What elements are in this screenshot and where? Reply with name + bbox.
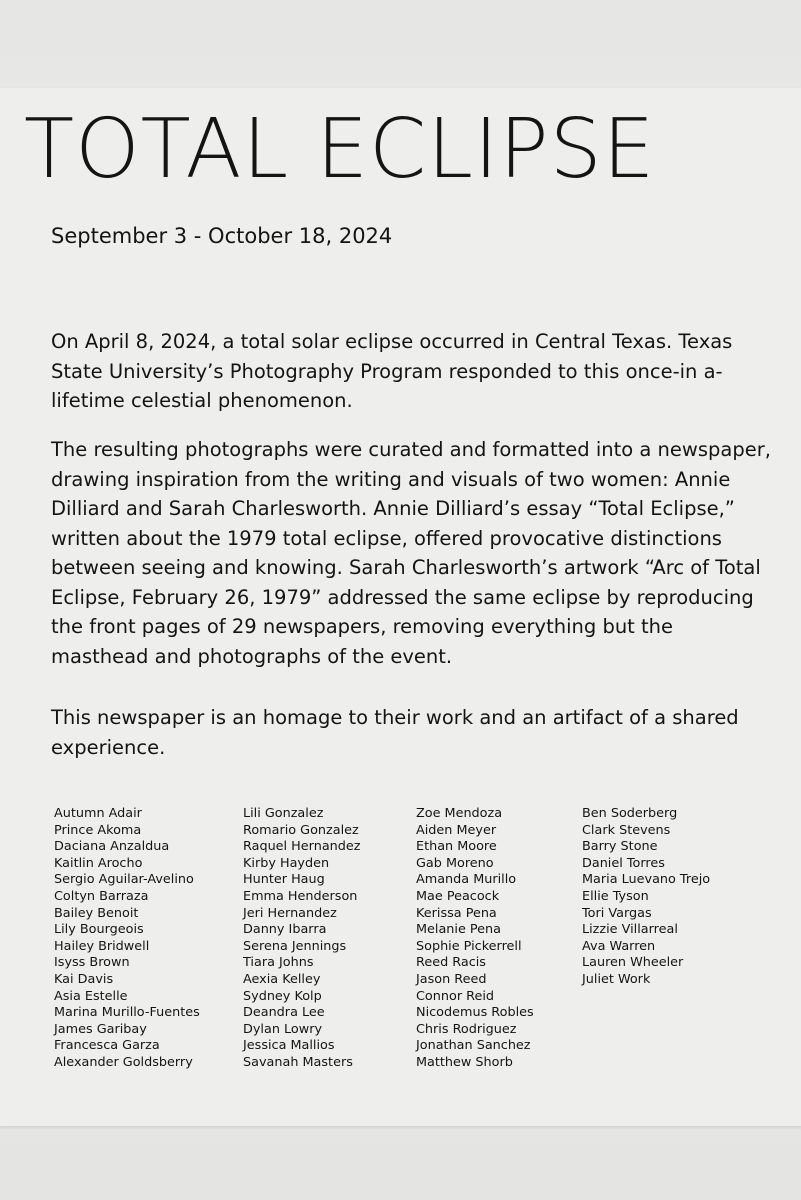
participant-name: Tori Vargas xyxy=(582,905,652,921)
participant-name: Mae Peacock xyxy=(416,888,500,904)
participant-list-col-2 xyxy=(243,806,361,1072)
participant-name: Bailey Benoit xyxy=(54,905,139,921)
participant-name: Serena Jennings xyxy=(243,938,347,954)
participant-name: Zoe Mendoza xyxy=(416,806,503,821)
participant-name: Hunter Haug xyxy=(243,872,325,888)
participant-name: Lily Bourgeois xyxy=(54,922,144,938)
participant-name: Jonathan Sanchez xyxy=(416,1038,531,1054)
participant-list-col-1 xyxy=(54,806,200,1072)
participant-list-col-3 xyxy=(416,806,534,1072)
intro-paragraph: On April 8, 2024, a total solar eclipse occurred in Central Texas. Texas State University’s Photography Program responded to this once-in a-lifetime celestial phenomenon. xyxy=(51,330,733,412)
participant-name: Sydney Kolp xyxy=(243,988,322,1004)
participant-name: Savanah Masters xyxy=(243,1054,353,1070)
participant-name: Ben Soderberg xyxy=(582,806,678,821)
participant-name: Barry Stone xyxy=(582,839,658,855)
participant-name: Kerissa Pena xyxy=(416,905,497,921)
exhibition-dates: September 3 - October 18, 2024 xyxy=(51,224,393,248)
participant-name: Jessica Mallios xyxy=(243,1038,335,1054)
participant-name: Daniel Torres xyxy=(582,855,665,871)
participant-name: Deandra Lee xyxy=(243,1005,325,1021)
participant-name: Danny Ibarra xyxy=(243,922,327,938)
participant-name: James Garibay xyxy=(54,1021,147,1037)
participant-name: Lili Gonzalez xyxy=(243,806,324,821)
participant-name: Aiden Meyer xyxy=(416,822,497,838)
participant-name: Raquel Hernandez xyxy=(243,839,361,855)
participant-name: Lizzie Villarreal xyxy=(582,922,678,938)
participant-name: Aexia Kelley xyxy=(243,971,321,987)
participant-name: Maria Luevano Trejo xyxy=(582,872,711,888)
participant-name: Daciana Anzaldua xyxy=(54,839,170,855)
participant-name: Jeri Hernandez xyxy=(243,905,337,921)
participant-name: Sergio Aguilar-Avelino xyxy=(54,872,194,888)
participant-name: Coltyn Barraza xyxy=(54,888,149,904)
participant-name: Matthew Shorb xyxy=(416,1054,513,1070)
participant-name: Prince Akoma xyxy=(54,822,142,838)
participant-name: Romario Gonzalez xyxy=(243,822,359,838)
inspiration-paragraph: The resulting photographs were curated and formatted into a newspaper, drawing inspiration from the writing and visuals of two women: Annie Dilliard and Sarah Charlesworth. Annie Dilliard’s essay “Total Eclipse,” written about the 1979 total eclipse, offered provocative distinctions between seeing and knowing. Sarah Charlesworth’s artwork “Arc of Total Eclipse, February 26, 1979” addressed the same eclipse by reproducing the front pages of 29 newspapers, removing everything but the masthead and photographs of the event. xyxy=(51,438,771,668)
participant-name: Amanda Murillo xyxy=(416,872,517,888)
participant-name: Hailey Bridwell xyxy=(54,938,150,954)
participant-name: Juliet Work xyxy=(582,971,651,987)
participant-name: Clark Stevens xyxy=(582,822,671,838)
participant-name: Ellie Tyson xyxy=(582,888,649,904)
participant-name: Melanie Pena xyxy=(416,922,502,938)
participant-name: Dylan Lowry xyxy=(243,1021,323,1037)
homage-paragraph: This newspaper is an homage to their work and an artifact of a shared experience. xyxy=(51,706,739,759)
participant-name: Chris Rodriguez xyxy=(416,1021,517,1037)
participant-name: Reed Racis xyxy=(416,955,486,971)
exhibition-title: TOTAL ECLIPSE xyxy=(24,102,656,197)
participant-list-col-4 xyxy=(582,806,710,989)
participant-name: Ethan Moore xyxy=(416,839,497,855)
participant-name: Francesca Garza xyxy=(54,1038,160,1054)
participant-name: Marina Murillo-Fuentes xyxy=(54,1005,200,1021)
participant-name: Autumn Adair xyxy=(54,806,142,821)
participant-name: Isyss Brown xyxy=(54,955,130,971)
participant-name: Tiara Johns xyxy=(243,955,314,971)
participant-name: Ava Warren xyxy=(582,938,656,954)
participant-name: Emma Henderson xyxy=(243,888,358,904)
participant-name: Jason Reed xyxy=(416,971,487,987)
participant-name: Nicodemus Robles xyxy=(416,1005,534,1021)
participant-name: Asia Estelle xyxy=(54,988,128,1004)
participant-name: Gab Moreno xyxy=(416,855,494,871)
participant-name: Kaitlin Arocho xyxy=(54,855,143,871)
participant-name: Kirby Hayden xyxy=(243,855,330,871)
participant-name: Kai Davis xyxy=(54,971,114,987)
participant-name: Connor Reid xyxy=(416,988,495,1004)
participant-name: Lauren Wheeler xyxy=(582,955,684,971)
participant-name: Alexander Goldsberry xyxy=(54,1054,193,1070)
participant-name: Sophie Pickerrell xyxy=(416,938,522,954)
